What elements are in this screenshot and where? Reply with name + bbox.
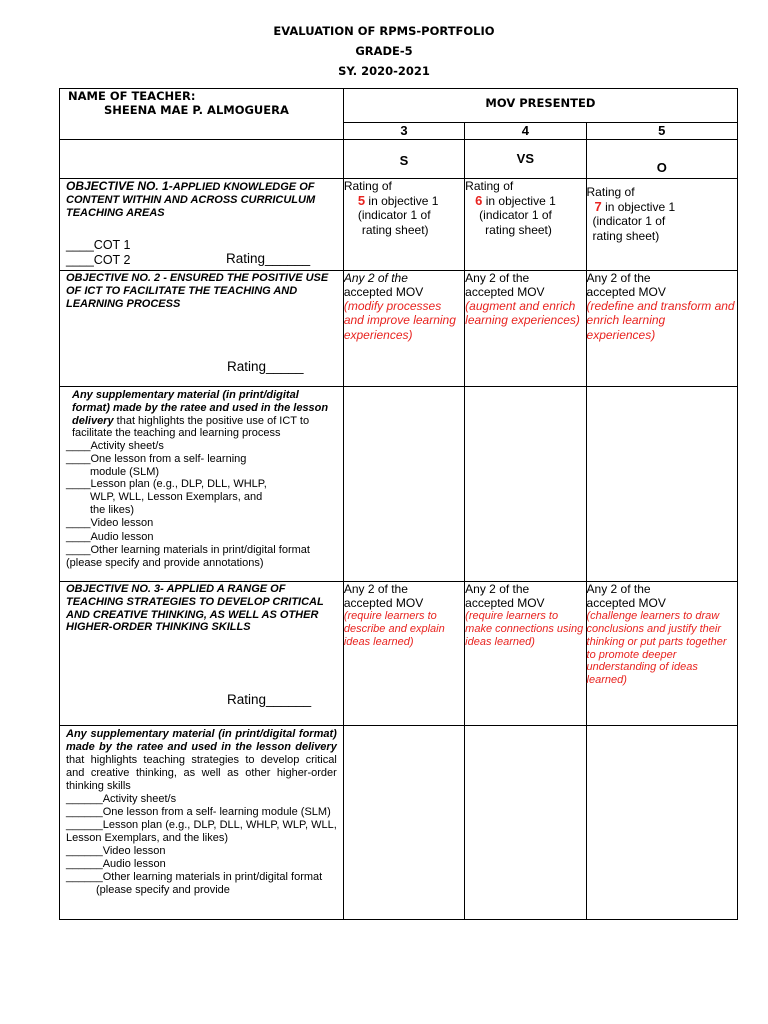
objective-3-mov-s: Any 2 of the accepted MOV (require learners to describe and explain ideas learned) [343, 582, 464, 726]
supplementary-2-item: ______Activity sheet/s [66, 792, 177, 805]
empty-cell [60, 140, 344, 179]
objective-2-mov-s: Any 2 of the accepted MOV (modify processes and improve learning experiences) [343, 271, 464, 387]
supplementary-1-intro: Any supplementary material (in print/digital format) made by the ratee and used in the lesson delivery that highlights the positive use of ICT to facilitate the teaching and learning process [72, 389, 329, 440]
teacher-label: NAME OF TEACHER: [68, 89, 196, 103]
supplementary-2-item: ______Other learning materials in print/digital format [66, 870, 323, 883]
supplementary-1-item: module (SLM) [90, 465, 160, 478]
objective-2-mov-o: Any 2 of the accepted MOV (redefine and transform and enrich learning experiences) [586, 271, 737, 387]
objective-2-rating: Rating_____ [227, 359, 304, 374]
objective-2-cell [60, 271, 344, 387]
empty-cell [343, 387, 464, 582]
objective-3-rating: Rating______ [227, 692, 312, 707]
objective-1-rating-o: Rating of 7 in objective 1 (indicator 1 of rating sheet) [586, 179, 737, 271]
empty-cell [586, 726, 737, 920]
teacher-row [60, 89, 738, 123]
mov-presented-header: MOV PRESENTED [343, 89, 737, 123]
objective-2-row [60, 271, 738, 387]
supplementary-2-item: ______Audio lesson [66, 857, 166, 870]
objective-1-title: OBJECTIVE NO. 1-APPLIED KNOWLEDGE OF CONTENT WITHIN AND ACROSS CURRICULUM TEACHING AREAS [66, 179, 316, 219]
empty-cell [586, 387, 737, 582]
objective-2-mov-vs: Any 2 of the accepted MOV (augment and enrich learning experiences) [465, 271, 586, 387]
supplementary-2-cell [60, 726, 344, 920]
objective-1-rating: Rating______ [226, 251, 311, 267]
objective-1-rating-vs: Rating of 6 in objective 1 (indicator 1 of rating sheet) [465, 179, 586, 271]
grade-label: GRADE-5 [355, 44, 413, 58]
teacher-name: SHEENA MAE P. ALMOGUERA [104, 102, 289, 117]
teacher-cell [60, 89, 344, 140]
level-code-o: O [586, 140, 737, 179]
empty-cell [343, 726, 464, 920]
supplementary-1-item: WLP, WLL, Lesson Exemplars, and [90, 491, 263, 503]
level-number-4: 4 [465, 123, 586, 140]
supplementary-1-item: ____Activity sheet/s [66, 440, 164, 452]
supplementary-2-row [60, 726, 738, 920]
objective-3-cell [60, 582, 344, 726]
level-number-3: 3 [343, 123, 464, 140]
objective-2-title: OBJECTIVE NO. 2 - ENSURED THE POSITIVE USE OF ICT TO FACILITATE THE TEACHING AND LEARNING PROCESS [66, 272, 329, 310]
empty-cell [465, 726, 586, 920]
level-code-vs: VS [465, 140, 586, 179]
supplementary-1-item: ____Video lesson [66, 516, 154, 529]
level-number-5: 5 [586, 123, 737, 140]
supplementary-1-row [60, 387, 738, 582]
objective-1-cell [60, 179, 344, 271]
objective-3-mov-vs: Any 2 of the accepted MOV (require learners to make connections using ideas learned) [465, 582, 586, 726]
objective-3-mov-o: Any 2 of the accepted MOV (challenge learners to draw conclusions and justify their thinking or put parts together to promote deeper understanding of ideas learned) [586, 582, 737, 726]
supplementary-1-cell [60, 387, 344, 582]
supplementary-2-intro: Any supplementary material (in print/digital format) made by the ratee and used in the lesson delivery that highlights teaching strategies to develop critical and creative thinking, as well as other higher-order thinking skills [66, 728, 337, 792]
evaluation-table [59, 88, 738, 920]
supplementary-2-item: (please specify and provide [96, 883, 230, 896]
supplementary-1-item: the likes) [90, 503, 135, 516]
document-title: EVALUATION OF RPMS-PORTFOLIO [273, 24, 495, 38]
level-code-s: S [343, 140, 464, 179]
supplementary-1-item: (please specify and provide annotations) [66, 556, 264, 569]
cot-1-line: ____COT 1 [66, 238, 131, 253]
supplementary-2-item: ______Lesson plan (e.g., DLP, DLL, WHLP, WLP, WLL, Lesson Exemplars, and the likes) [66, 818, 337, 844]
objective-1-rating-s: Rating of 5 in objective 1 (indicator 1 of rating sheet) [343, 179, 464, 271]
supplementary-1-item: ____Lesson plan (e.g., DLP, DLL, WHLP, [66, 478, 267, 491]
objective-3-row [60, 582, 738, 726]
supplementary-2-item: ______One lesson from a self- learning module (SLM) [66, 805, 331, 818]
supplementary-2-item: ______Video lesson [66, 844, 166, 857]
supplementary-1-item: ____One lesson from a self- learning [66, 452, 247, 465]
level-code-row [60, 140, 738, 179]
empty-cell [465, 387, 586, 582]
school-year-label: SY. 2020-2021 [338, 64, 430, 78]
objective-1-row [60, 179, 738, 271]
cot-2-line: ____COT 2 Rating______ [66, 251, 311, 268]
objective-3-title: OBJECTIVE NO. 3- APPLIED A RANGE OF TEACHING STRATEGIES TO DEVELOP CRITICAL AND CREATIVE THINKING, AS WELL AS OTHER HIGHER-ORDER THINKING SKILLS [66, 583, 324, 634]
supplementary-1-item: ____Other learning materials in print/digital format [66, 544, 310, 556]
supplementary-1-item: ____Audio lesson [66, 531, 154, 544]
